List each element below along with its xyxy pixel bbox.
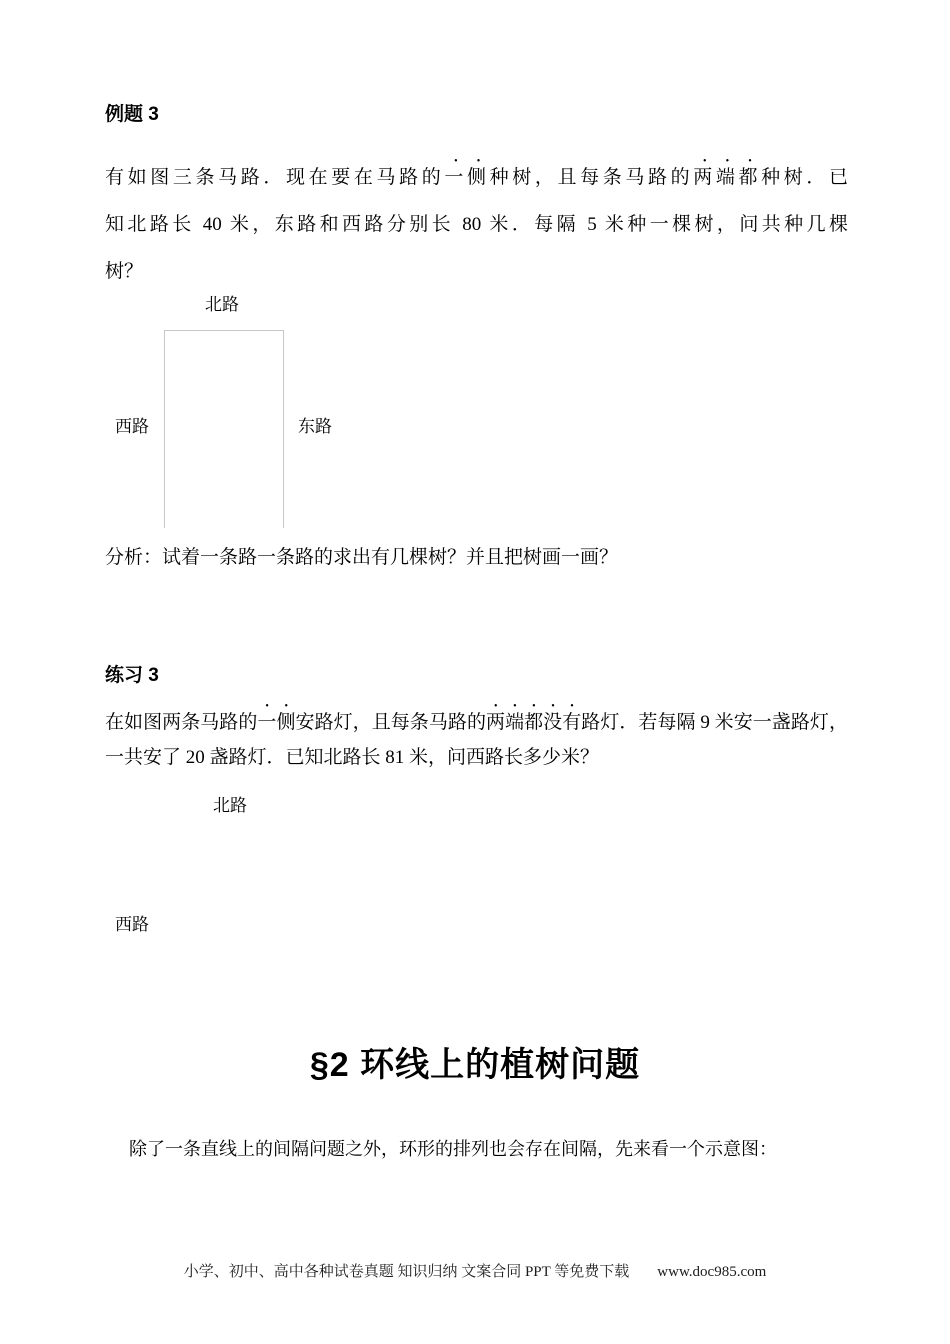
text-segment: 树？ <box>105 261 144 282</box>
text-line <box>105 248 848 295</box>
text-segment: 知北路长 40 米，东路和西路分别长 80 米．每隔 5 米种一棵树，问共种几棵 <box>105 214 848 235</box>
footer-site-url[interactable]: www.doc985.com <box>657 1264 767 1280</box>
text-segment: 一共安了 20 盏路灯．已知北路长 81 米，问西路长多少米？ <box>105 747 600 768</box>
text-line <box>105 154 848 201</box>
text-segment: 有如图三条马路．现在要在马路的 <box>105 167 445 188</box>
north-road-label: 北路 <box>205 295 239 314</box>
road-rectangle <box>164 330 284 528</box>
text-line <box>105 201 848 248</box>
practice-3-problem-text <box>105 701 848 775</box>
text-segment: 路灯．若每隔 9 米安一盏路灯， <box>581 712 848 733</box>
west-road-label: 西路 <box>115 417 149 436</box>
example-3-road-diagram <box>105 290 485 540</box>
text-segment: 种树，且每条马路的 <box>489 167 694 188</box>
section-2-title: §2 环线上的植树问题 <box>309 1046 641 1084</box>
practice-3-heading: 练习 3 <box>105 665 159 686</box>
practice-3-road-diagram <box>105 790 405 940</box>
example-3-heading: 例题 3 <box>105 104 159 125</box>
page-footer <box>0 1262 950 1282</box>
example-3-problem-text <box>105 154 848 295</box>
text-segment: 在如图两条马路的 <box>105 712 258 733</box>
emphasized-text: 一侧 <box>444 167 490 188</box>
text-line <box>105 740 848 775</box>
east-road-label: 东路 <box>298 417 332 436</box>
text-segment: 安路灯，且每条马路的 <box>295 712 487 733</box>
analysis-text: 分析：试着一条路一条路的求出有几棵树？并且把树画一画？ <box>105 547 619 568</box>
footer-promo-text: 小学、初中、高中各种试卷真题 知识归纳 文案合同 PPT 等免费下载 <box>183 1264 630 1280</box>
emphasized-text: 一侧 <box>257 712 296 733</box>
section-2-intro-text: 除了一条直线上的间隔问题之外，环形的排列也会存在间隔，先来看一个示意图： <box>129 1139 777 1159</box>
north-road-label: 北路 <box>213 796 247 815</box>
west-road-label: 西路 <box>115 915 149 934</box>
text-line <box>105 701 848 740</box>
emphasized-text: 两端都 <box>693 167 762 188</box>
text-segment: 种树．已 <box>761 167 848 188</box>
emphasized-text: 两端都没有 <box>486 712 582 733</box>
